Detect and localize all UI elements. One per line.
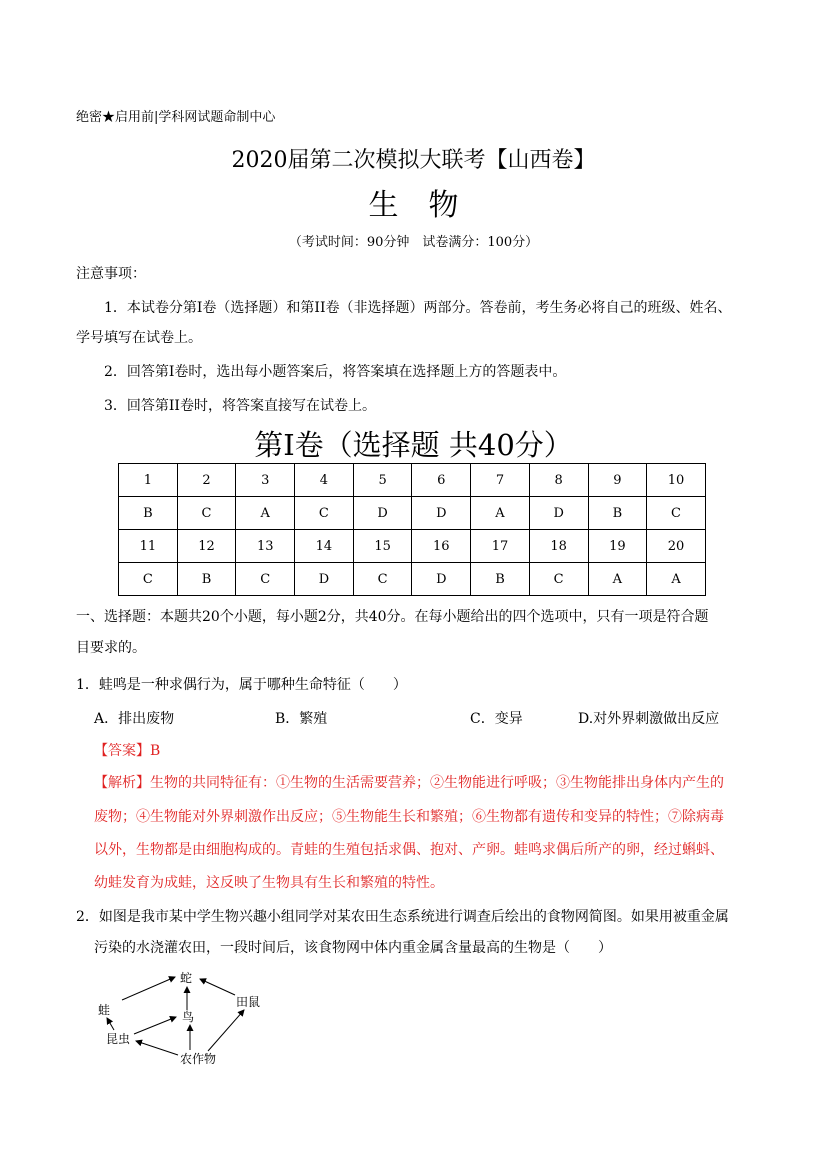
answer-cell: D — [412, 497, 471, 530]
question-number-cell: 15 — [353, 530, 412, 563]
question-number-cell: 20 — [647, 530, 706, 563]
question-number-cell: 1 — [119, 464, 178, 497]
answer-cell: C — [647, 497, 706, 530]
answer-cell: D — [353, 497, 412, 530]
question-number-cell: 18 — [529, 530, 588, 563]
question-1-analysis-line-1: 【解析】生物的共同特征有：①生物的生活需要营养；②生物能进行呼吸；③生物能排出身体内产生的 — [94, 775, 724, 791]
arrow-insect-to-bird — [134, 1017, 176, 1034]
subject-title: 生物 — [368, 188, 489, 223]
arrow-frog-to-snake — [122, 977, 175, 1000]
arrow-insect-to-frog — [107, 1018, 114, 1030]
answer-cell: B — [177, 563, 236, 596]
exam-time-info: （考试时间：90分钟 试卷满分：100分） — [288, 235, 539, 250]
question-1-answer: 【答案】B — [94, 743, 161, 759]
section-intro-line-1: 一、选择题：本题共20个小题，每小题2分，共40分。在每小题给出的四个选项中，只有一项是符合题 — [76, 609, 709, 625]
answer-cell: C — [529, 563, 588, 596]
answer-cell: D — [412, 563, 471, 596]
question-number-cell: 19 — [588, 530, 647, 563]
answer-cell: A — [588, 563, 647, 596]
question-number-cell: 16 — [412, 530, 471, 563]
question-number-cell: 7 — [471, 464, 530, 497]
question-number-cell: 6 — [412, 464, 471, 497]
food-web-crops-label: 农作物 — [180, 1052, 217, 1066]
food-web-field-mouse-label: 田鼠 — [236, 995, 261, 1009]
part-one-title: 第I卷（选择题 共40分） — [254, 428, 573, 462]
answer-cell: C — [119, 563, 178, 596]
question-2-stem-line-1: 2．如图是我市某中学生物兴趣小组同学对某农田生态系统进行调查后绘出的食物网简图。如果用被重金属 — [76, 909, 729, 925]
food-web-bird-label: 鸟 — [182, 1010, 195, 1024]
answer-table-row — [119, 464, 706, 497]
question-1-analysis-line-3: 以外，生物都是由细胞构成的。青蛙的生殖包括求偶、抱对、产卵。蛙鸣求偶后所产的卵，经过蝌蚪、 — [94, 842, 724, 858]
answer-table-row — [119, 530, 706, 563]
question-1-analysis-line-4: 幼蛙发育为成蛙，这反映了生物具有生长和繁殖的特性。 — [94, 875, 444, 891]
question-number-cell: 5 — [353, 464, 412, 497]
note-item-3: 3．回答第II卷时，将答案直接写在试卷上。 — [104, 398, 376, 414]
question-2-stem-line-2: 污染的水浇灌农田，一段时间后，该食物网中体内重金属含量最高的生物是（ ） — [94, 940, 612, 956]
notes-heading: 注意事项： — [76, 266, 146, 282]
confidential-label: 绝密★启用前|学科网试题命制中心 — [76, 110, 276, 125]
question-1-analysis-line-2: 废物；④生物能对外界刺激作出反应；⑤生物能生长和繁殖；⑥生物都有遗传和变异的特性；⑦除病毒 — [94, 809, 724, 825]
note-item-1-line-1: 1．本试卷分第I卷（选择题）和第II卷（非选择题）两部分。答卷前，考生务必将自己的班级、姓名、 — [104, 300, 732, 316]
question-1-stem: 1．蛙鸣是一种求偶行为，属于哪种生命特征（ ） — [76, 677, 407, 693]
answer-table — [118, 463, 706, 596]
question-number-cell: 3 — [236, 464, 295, 497]
answer-cell: C — [353, 563, 412, 596]
answer-cell: C — [295, 497, 354, 530]
food-web-insect-label: 昆虫 — [106, 1032, 131, 1046]
answer-cell: A — [471, 497, 530, 530]
question-number-cell: 8 — [529, 464, 588, 497]
answer-cell: C — [177, 497, 236, 530]
question-1-option-a: A．排出废物 — [94, 711, 175, 727]
section-intro-line-2: 目要求的。 — [76, 640, 146, 656]
answer-cell: A — [647, 563, 706, 596]
note-item-1-line-2: 学号填写在试卷上。 — [76, 330, 202, 346]
arrow-mouse-to-snake — [200, 979, 235, 995]
answer-cell: B — [471, 563, 530, 596]
answer-cell: A — [236, 497, 295, 530]
question-number-cell: 17 — [471, 530, 530, 563]
question-number-cell: 14 — [295, 530, 354, 563]
question-number-cell: 10 — [647, 464, 706, 497]
note-item-2: 2．回答第I卷时，选出每小题答案后，将答案填在选择题上方的答题表中。 — [104, 364, 567, 380]
answer-cell: D — [295, 563, 354, 596]
answer-table-row — [119, 497, 706, 530]
question-number-cell: 9 — [588, 464, 647, 497]
answer-cell: C — [236, 563, 295, 596]
question-number-cell: 11 — [119, 530, 178, 563]
question-1-option-c: C．变异 — [470, 711, 523, 727]
question-number-cell: 12 — [177, 530, 236, 563]
question-number-cell: 4 — [295, 464, 354, 497]
answer-cell: B — [119, 497, 178, 530]
food-web-diagram — [90, 965, 290, 1070]
answer-cell: B — [588, 497, 647, 530]
food-web-snake-label: 蛇 — [180, 971, 193, 985]
question-number-cell: 13 — [236, 530, 295, 563]
question-number-cell: 2 — [177, 464, 236, 497]
arrow-crops-to-mouse — [208, 1010, 244, 1051]
arrow-crops-to-insect — [136, 1041, 178, 1055]
answer-table-row — [119, 563, 706, 596]
question-1-option-d: D.对外界刺激做出反应 — [578, 711, 720, 727]
question-1-option-b: B．繁殖 — [275, 711, 328, 727]
answer-cell: D — [529, 497, 588, 530]
exam-title: 2020届第二次模拟大联考【山西卷】 — [231, 148, 596, 173]
food-web-frog-label: 蛙 — [98, 1003, 111, 1017]
